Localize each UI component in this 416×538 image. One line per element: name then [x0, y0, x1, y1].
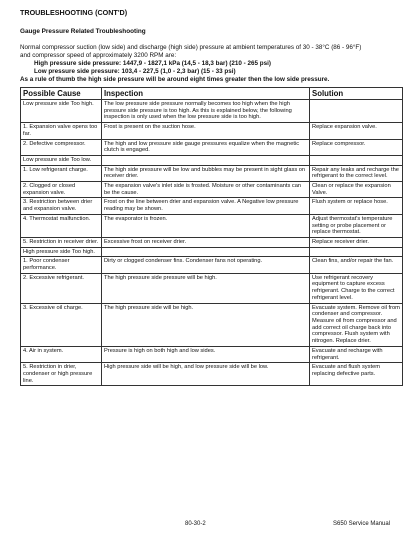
inspection-cell: High pressure side will be high, and low pressure side will be low.	[102, 363, 310, 386]
cause-cell: 2. Defective compressor.	[21, 139, 102, 155]
inspection-cell: The high and low pressure side gauge pressures equalize when the magnetic clutch is engaged.	[102, 139, 310, 155]
header-solution: Solution	[310, 88, 403, 100]
inspection-cell: The evaporator is frozen.	[102, 214, 310, 237]
inspection-cell: The expansion valve's inlet side is frosted. Moisture or other contaminants can be the cause.	[102, 182, 310, 198]
table-row	[21, 237, 403, 247]
page-title: TROUBLESHOOTING (CONT'D)	[20, 8, 128, 17]
table-row	[21, 346, 403, 362]
cause-cell: Low pressure side Too high.	[21, 100, 102, 123]
table-row	[21, 182, 403, 198]
page-number: 80-30-2	[185, 521, 206, 527]
solution-cell: Replace compressor.	[310, 139, 403, 155]
table-row	[21, 198, 403, 214]
solution-cell: Adjust thermostat's temperature setting or probe placement or replace thermostat.	[310, 214, 403, 237]
manual-title: S650 Service Manual	[333, 521, 391, 527]
intro-paragraph	[20, 44, 402, 84]
solution-cell: Replace receiver drier.	[310, 237, 403, 247]
low-pressure-spec: Low pressure side pressure: 103,4 - 227,5 (1,0 - 2,3 bar) (15 - 33 psi)	[34, 68, 236, 75]
inspection-cell	[102, 155, 310, 165]
cause-cell: 2. Excessive refrigerant.	[21, 273, 102, 303]
solution-cell	[310, 100, 403, 123]
document-page	[20, 8, 402, 386]
cause-cell: 4. Air in system.	[21, 346, 102, 362]
table-row	[21, 214, 403, 237]
section-subtitle: Gauge Pressure Related Troubleshooting	[20, 28, 146, 35]
inspection-cell	[102, 247, 310, 257]
solution-cell: Flush system or replace hose.	[310, 198, 403, 214]
intro-line-2: and compressor speed of approximately 3200 RPM are:	[20, 52, 177, 59]
solution-cell: Clean fins, and/or repair the fan.	[310, 257, 403, 273]
solution-cell: Evacuate system. Remove oil from condenser and compressor. Measure oil from compressor and add correct oil charge back into compressor. Flush system with nitrogen. Replace drier.	[310, 303, 403, 346]
cause-cell: 1. Low refrigerant charge.	[21, 165, 102, 181]
table-row	[21, 139, 403, 155]
solution-cell: Use refrigerant recovery equipment to capture excess refrigerant. Charge to the correct refrigerant level.	[310, 273, 403, 303]
table-header-row	[21, 88, 403, 100]
cause-cell: 1. Expansion valve opens too far.	[21, 123, 102, 139]
rule-of-thumb: As a rule of thumb the high side pressure will be around eight times greater then the low side pressure.	[20, 76, 330, 83]
solution-cell: Evacuate and flush system replacing defective parts.	[310, 363, 403, 386]
table-row	[21, 257, 403, 273]
cause-cell: 1. Poor condenser performance.	[21, 257, 102, 273]
table-row	[21, 100, 403, 123]
solution-cell: Clean or replace the expansion Valve.	[310, 182, 403, 198]
table-row	[21, 123, 403, 139]
table-row	[21, 165, 403, 181]
cause-cell: 3. Excessive oil charge.	[21, 303, 102, 346]
table-row	[21, 303, 403, 346]
cause-cell: 2. Clogged or closed expansion valve.	[21, 182, 102, 198]
inspection-cell: Frost is present on the suction hose.	[102, 123, 310, 139]
table-row	[21, 273, 403, 303]
inspection-cell: Dirty or clogged condenser fins. Condenser fans not operating.	[102, 257, 310, 273]
inspection-cell: The low pressure side pressure normally becomes too high when the high pressure side pressure is too high. As this is explained below, the following inspection is only used when the low pressure side is too high.	[102, 100, 310, 123]
table-row	[21, 247, 403, 257]
cause-cell: High pressure side Too high.	[21, 247, 102, 257]
intro-line-1: Normal compressor suction (low side) and discharge (high side) pressure at ambient temperatures of 30 - 38°C (86 - 96°F)	[20, 44, 362, 51]
cause-cell: 5. Restriction in receiver drier.	[21, 237, 102, 247]
header-inspection: Inspection	[102, 88, 310, 100]
inspection-cell: Frost on the line between drier and expansion valve. A Negative low pressure reading may be shown.	[102, 198, 310, 214]
high-pressure-spec: High pressure side pressure: 1447,9 - 1827,1 kPa (14,5 - 18,3 bar) (210 - 265 psi)	[34, 60, 271, 67]
inspection-cell: The high pressure side will be high.	[102, 303, 310, 346]
solution-cell	[310, 155, 403, 165]
cause-cell: 5. Restriction in drier, condenser or high pressure line.	[21, 363, 102, 386]
cause-cell: 3. Restriction between drier and expansion valve.	[21, 198, 102, 214]
solution-cell: Evacuate and recharge with refrigerant.	[310, 346, 403, 362]
inspection-cell: The high pressure side pressure will be high.	[102, 273, 310, 303]
solution-cell: Repair any leaks and recharge the refrigerant to the correct level.	[310, 165, 403, 181]
table-row	[21, 363, 403, 386]
inspection-cell: Pressure is high on both high and low sides.	[102, 346, 310, 362]
cause-cell: 4. Thermostat malfunction.	[21, 214, 102, 237]
solution-cell	[310, 247, 403, 257]
inspection-cell: The high side pressure will be low and bubbles may be present in sight glass on receiver drier.	[102, 165, 310, 181]
table-row	[21, 155, 403, 165]
inspection-cell: Excessive frost on receiver drier.	[102, 237, 310, 247]
solution-cell: Replace expansion valve.	[310, 123, 403, 139]
cause-cell: Low pressure side Too low.	[21, 155, 102, 165]
troubleshooting-table	[20, 87, 403, 386]
header-possible-cause: Possible Cause	[21, 88, 102, 100]
